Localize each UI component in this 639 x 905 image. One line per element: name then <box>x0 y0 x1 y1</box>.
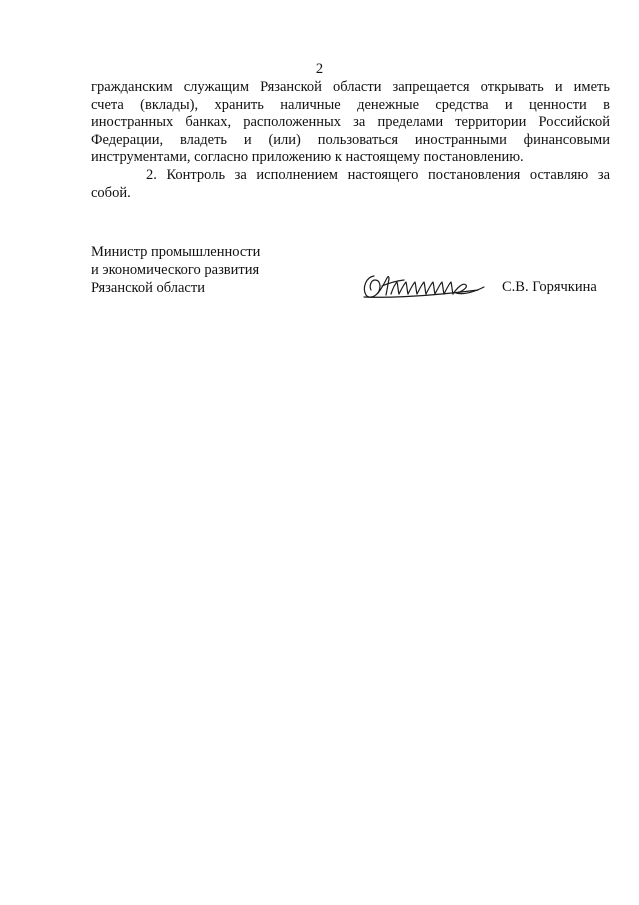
body-line: счета (вклады), хранить наличные денежные средства и ценности в <box>91 96 610 113</box>
body-line: 2. Контроль за исполнением настоящего постановления оставляю за <box>146 166 610 183</box>
body-line: Федерации, владеть и (или) пользоваться иностранными финансовыми <box>91 131 610 148</box>
signatory-title-line: Министр промышленности <box>91 244 261 260</box>
document-body <box>91 79 610 202</box>
body-line: иностранных банках, расположенных за пределами территории Российской <box>91 114 610 131</box>
signatory-title-line: Рязанской области <box>91 280 205 296</box>
handwritten-signature <box>360 268 492 304</box>
signatory-title <box>91 243 260 297</box>
body-line: инструментами, согласно приложению к настоящему постановлению. <box>91 149 524 166</box>
page-number: 2 <box>315 61 324 77</box>
body-line: гражданским служащим Рязанской области запрещается открывать и иметь <box>91 79 610 95</box>
body-line: собой. <box>91 184 131 201</box>
signatory-name: С.В. Горячкина <box>502 279 597 295</box>
signatory-title-line: и экономического развития <box>91 262 260 278</box>
